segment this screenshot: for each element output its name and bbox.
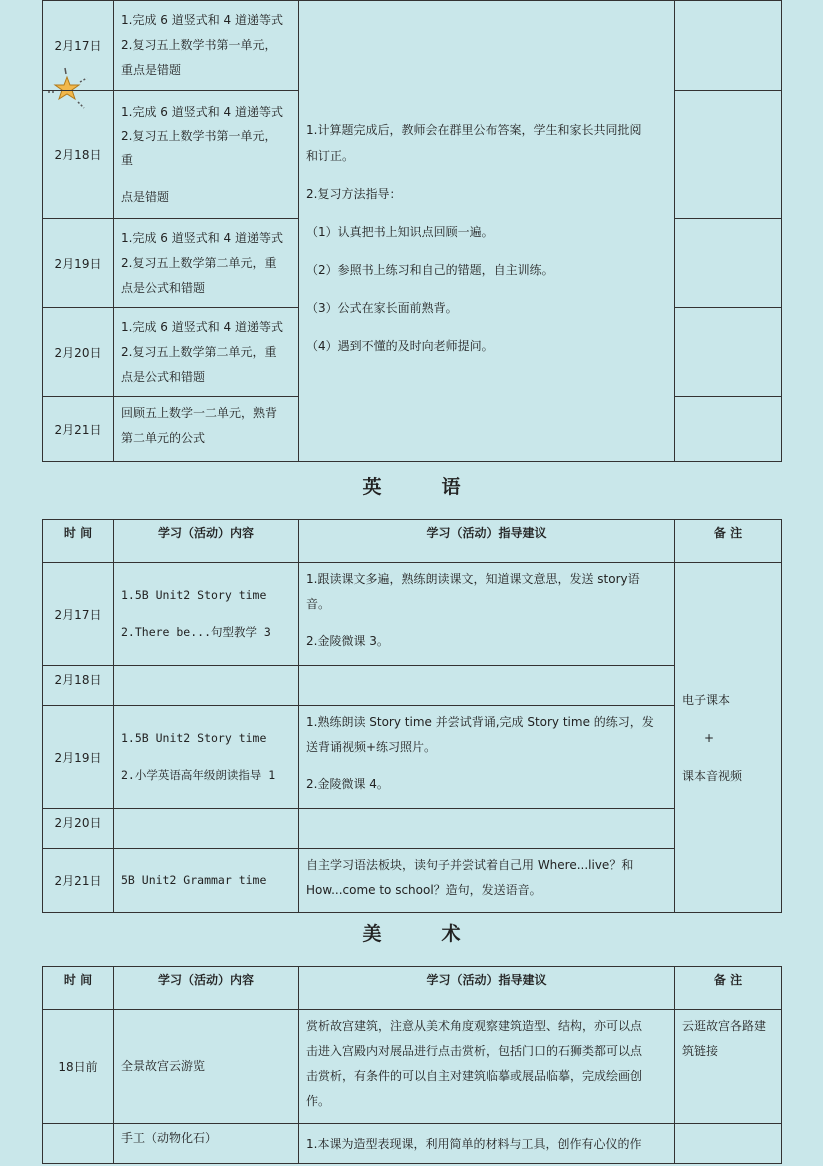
note-cell bbox=[675, 219, 782, 308]
text-line: 赏析故宫建筑，注意从美术角度观察建筑造型、结构，亦可以点 bbox=[306, 1019, 643, 1033]
text-line: 和订正。 bbox=[306, 149, 355, 163]
table-row bbox=[43, 666, 782, 706]
text-line: 1.跟读课文多遍，熟练朗读课文，知道课文意思，发送 story语 bbox=[306, 572, 640, 586]
date-cell: 2月17日 bbox=[43, 1, 114, 91]
content-cell bbox=[114, 219, 299, 308]
table-header-row bbox=[43, 967, 782, 1010]
advice-cell bbox=[299, 1, 675, 462]
header-content: 学习（活动）内容 bbox=[114, 520, 299, 563]
text-line: 1.5B Unit2 Story time bbox=[121, 588, 267, 602]
text-line: （3）公式在家长面前熟背。 bbox=[306, 301, 458, 315]
text-line: （2）参照书上练习和自己的错题，自主训练。 bbox=[306, 263, 554, 277]
text-line: 2.复习五上数学第二单元，重 bbox=[121, 255, 277, 270]
text-line: 击进入宫殿内对展品进行点击赏析，包括门口的石狮类都可以点 bbox=[306, 1044, 643, 1058]
text-line: 自主学习语法板块，读句子并尝试着自己用 Where...live？和 bbox=[306, 858, 634, 872]
content-cell bbox=[114, 1010, 299, 1124]
text-line: 音。 bbox=[306, 597, 331, 611]
text-line: 点是公式和错题 bbox=[121, 369, 206, 384]
text-line: 1.完成 6 道竖式和 4 道递等式 bbox=[121, 13, 283, 27]
text-line: 2.复习方法指导： bbox=[306, 187, 402, 201]
text-line: 1.熟练朗读 Story time 并尝试背诵,完成 Story time 的练习，发 bbox=[306, 715, 654, 729]
note-cell bbox=[675, 1010, 782, 1124]
text-line: 重点是错题 bbox=[121, 63, 182, 77]
date-cell: 2月19日 bbox=[43, 219, 114, 308]
text-line: 2.There be...句型教学 3 bbox=[121, 625, 271, 639]
text-line: 全景故宫云游览 bbox=[121, 1059, 206, 1073]
date-cell: 18日前 bbox=[43, 1010, 114, 1124]
date-cell bbox=[43, 1124, 114, 1164]
header-note: 备 注 bbox=[675, 520, 782, 563]
text-line: （4）遇到不懂的及时向老师提问。 bbox=[306, 339, 494, 353]
date-cell: 2月18日 bbox=[43, 91, 114, 219]
text-line: 1.5B Unit2 Story time bbox=[121, 731, 267, 745]
text-line: 云逛故宫各路建 bbox=[682, 1019, 767, 1033]
content-cell bbox=[114, 809, 299, 849]
text-line: 1.计算题完成后，教师会在群里公布答案，学生和家长共同批阅 bbox=[306, 123, 642, 137]
note-cell bbox=[675, 308, 782, 397]
text-line: 2.金陵微课 3。 bbox=[306, 634, 389, 648]
text-line: 课本音视频 bbox=[682, 768, 743, 783]
table-row bbox=[43, 849, 782, 913]
date-cell: 2月20日 bbox=[43, 809, 114, 849]
text-line: 回顾五上数学一二单元，熟背 bbox=[121, 406, 278, 420]
text-line: 电子课本 bbox=[682, 692, 731, 707]
advice-cell bbox=[299, 1010, 675, 1124]
text-line: 2.金陵微课 4。 bbox=[306, 777, 389, 791]
text-line: 击赏析，有条件的可以自主对建筑临摹或展品临摹，完成绘画创 bbox=[306, 1069, 643, 1083]
note-cell bbox=[675, 1124, 782, 1164]
text-line: 2.小学英语高年级朗读指导 1 bbox=[121, 768, 276, 782]
date-cell: 2月17日 bbox=[43, 563, 114, 666]
text-line: 1.完成 6 道竖式和 4 道递等式 bbox=[121, 230, 283, 245]
table-row bbox=[43, 809, 782, 849]
section-title-art: 美术 bbox=[362, 923, 521, 945]
header-time: 时 间 bbox=[43, 520, 114, 563]
text-line: 2.复习五上数学书第一单元， bbox=[121, 129, 277, 143]
text-line: 点是错题 bbox=[121, 190, 170, 204]
advice-cell bbox=[299, 563, 675, 666]
content-cell bbox=[114, 1, 299, 91]
text-line: + bbox=[704, 730, 715, 745]
table-row bbox=[43, 706, 782, 809]
text-line: 筑链接 bbox=[682, 1044, 719, 1058]
content-cell bbox=[114, 1124, 299, 1164]
content-cell bbox=[114, 666, 299, 706]
advice-cell bbox=[299, 849, 675, 913]
text-line: 5B Unit2 Grammar time bbox=[121, 873, 267, 887]
header-time: 时 间 bbox=[43, 967, 114, 1010]
content-cell bbox=[114, 91, 299, 219]
header-advice: 学习（活动）指导建议 bbox=[299, 967, 675, 1010]
math-table bbox=[42, 0, 782, 462]
advice-cell bbox=[299, 706, 675, 809]
note-cell bbox=[675, 91, 782, 219]
content-cell bbox=[114, 706, 299, 809]
table-row bbox=[43, 1, 782, 91]
header-note: 备 注 bbox=[675, 967, 782, 1010]
advice-cell bbox=[299, 1124, 675, 1164]
advice-cell bbox=[299, 809, 675, 849]
content-cell bbox=[114, 308, 299, 397]
table-row bbox=[43, 1124, 782, 1164]
text-line: 第二单元的公式 bbox=[121, 431, 206, 445]
text-line: How...come to school？造句，发送语音。 bbox=[306, 883, 542, 897]
date-cell: 2月18日 bbox=[43, 666, 114, 706]
note-cell bbox=[675, 397, 782, 462]
table-row bbox=[43, 563, 782, 666]
text-line: 2.复习五上数学第二单元，重 bbox=[121, 344, 277, 359]
text-line: 1.完成 6 道竖式和 4 道递等式 bbox=[121, 105, 283, 119]
content-cell bbox=[114, 397, 299, 462]
text-line: 1.完成 6 道竖式和 4 道递等式 bbox=[121, 319, 283, 334]
text-line: （1）认真把书上知识点回顾一遍。 bbox=[306, 225, 494, 239]
english-table bbox=[42, 519, 782, 913]
date-cell: 2月21日 bbox=[43, 397, 114, 462]
text-line: 作。 bbox=[306, 1094, 331, 1108]
note-cell bbox=[675, 563, 782, 913]
text-line: 重 bbox=[121, 153, 134, 167]
text-line: 1.本课为造型表现课，利用简单的材料与工具，创作有心仪的作 bbox=[306, 1137, 642, 1151]
date-cell: 2月20日 bbox=[43, 308, 114, 397]
table-row bbox=[43, 1010, 782, 1124]
header-advice: 学习（活动）指导建议 bbox=[299, 520, 675, 563]
section-title-english: 英语 bbox=[362, 476, 521, 498]
art-table bbox=[42, 966, 782, 1164]
date-cell: 2月21日 bbox=[43, 849, 114, 913]
table-header-row bbox=[43, 520, 782, 563]
content-cell bbox=[114, 849, 299, 913]
content-cell bbox=[114, 563, 299, 666]
text-line: 手工（动物化石） bbox=[121, 1131, 218, 1145]
advice-cell bbox=[299, 666, 675, 706]
text-line: 送背诵视频+练习照片。 bbox=[306, 740, 437, 754]
header-content: 学习（活动）内容 bbox=[114, 967, 299, 1010]
date-cell: 2月19日 bbox=[43, 706, 114, 809]
text-line: 2.复习五上数学书第一单元， bbox=[121, 38, 277, 52]
text-line: 点是公式和错题 bbox=[121, 280, 206, 295]
note-cell bbox=[675, 1, 782, 91]
